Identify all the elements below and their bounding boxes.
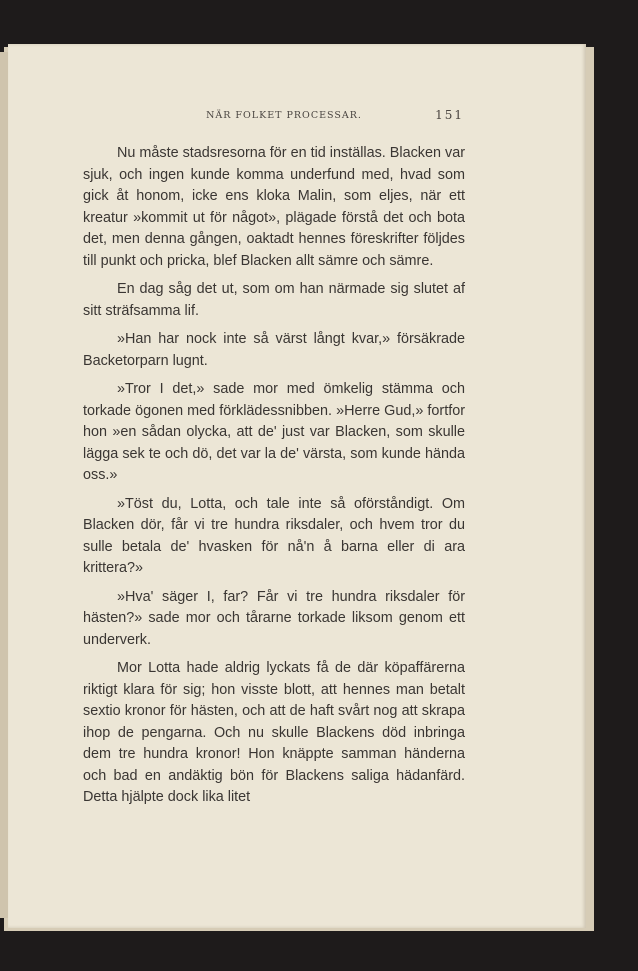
paragraph-1: Nu måste stadsresorna för en tid inställas. Blacken var sjuk, och ingen kunde komma underfund med, hvad som gick åt honom, icke ens kloka Malin, som eljes, när ett kreatur »kommit ut för något», plägade förstå det och bota det, men denna gången, oaktadt hennes föreskrifter följdes till punkt och pricka, blef Blacken allt sämre och sämre. (83, 145, 465, 269)
paragraph-6: »Hva' säger I, far? Får vi tre hundra riksdaler för hästen?» sade mor och tårarne torkade liksom genom ett underverk. (83, 588, 465, 648)
body-text (83, 143, 465, 809)
paragraph-3: »Han har nock inte så värst långt kvar,» försäkrade Backetorparn lugnt. (83, 331, 465, 369)
paragraph-7: Mor Lotta hade aldrig lyckats få de där köpaffärerna riktigt klara för sig; hon visste blott, att hennes man betalt sextio kronor för hästen, och att de haft svårt nog att skrapa ihop de pengarna. Och nu skulle Blackens död inbringa dem tre hundra kronor! Hon knäppte samman händerna och bad en andäktig bön för Blackens saliga hädanfärd. Detta hjälpte dock lika litet (83, 660, 465, 805)
page-number: 151 (435, 108, 464, 122)
paragraph-2: En dag såg det ut, som om han närmade sig slutet af sitt sträfsamma lif. (83, 281, 465, 319)
page-header (80, 110, 464, 121)
paragraph-5: »Töst du, Lotta, och tale inte så oförståndigt. Om Blacken dör, får vi tre hundra riksdaler, och hvem tror du sulle betala de' hvasken för nå'n å barna eller di ara krittera?» (83, 495, 465, 576)
paragraph-4: »Tror I det,» sade mor med ömkelig stämma och torkade ögonen med förklädessnibben. »Herre Gud,» fortfor hon »en sådan olycka, att de' just var Blacken, som skulle lägga sek te och dö, det var la de' värsta, som kunde hända oss.» (83, 381, 465, 483)
running-title: NÄR FOLKET PROCESSAR. (206, 110, 362, 121)
